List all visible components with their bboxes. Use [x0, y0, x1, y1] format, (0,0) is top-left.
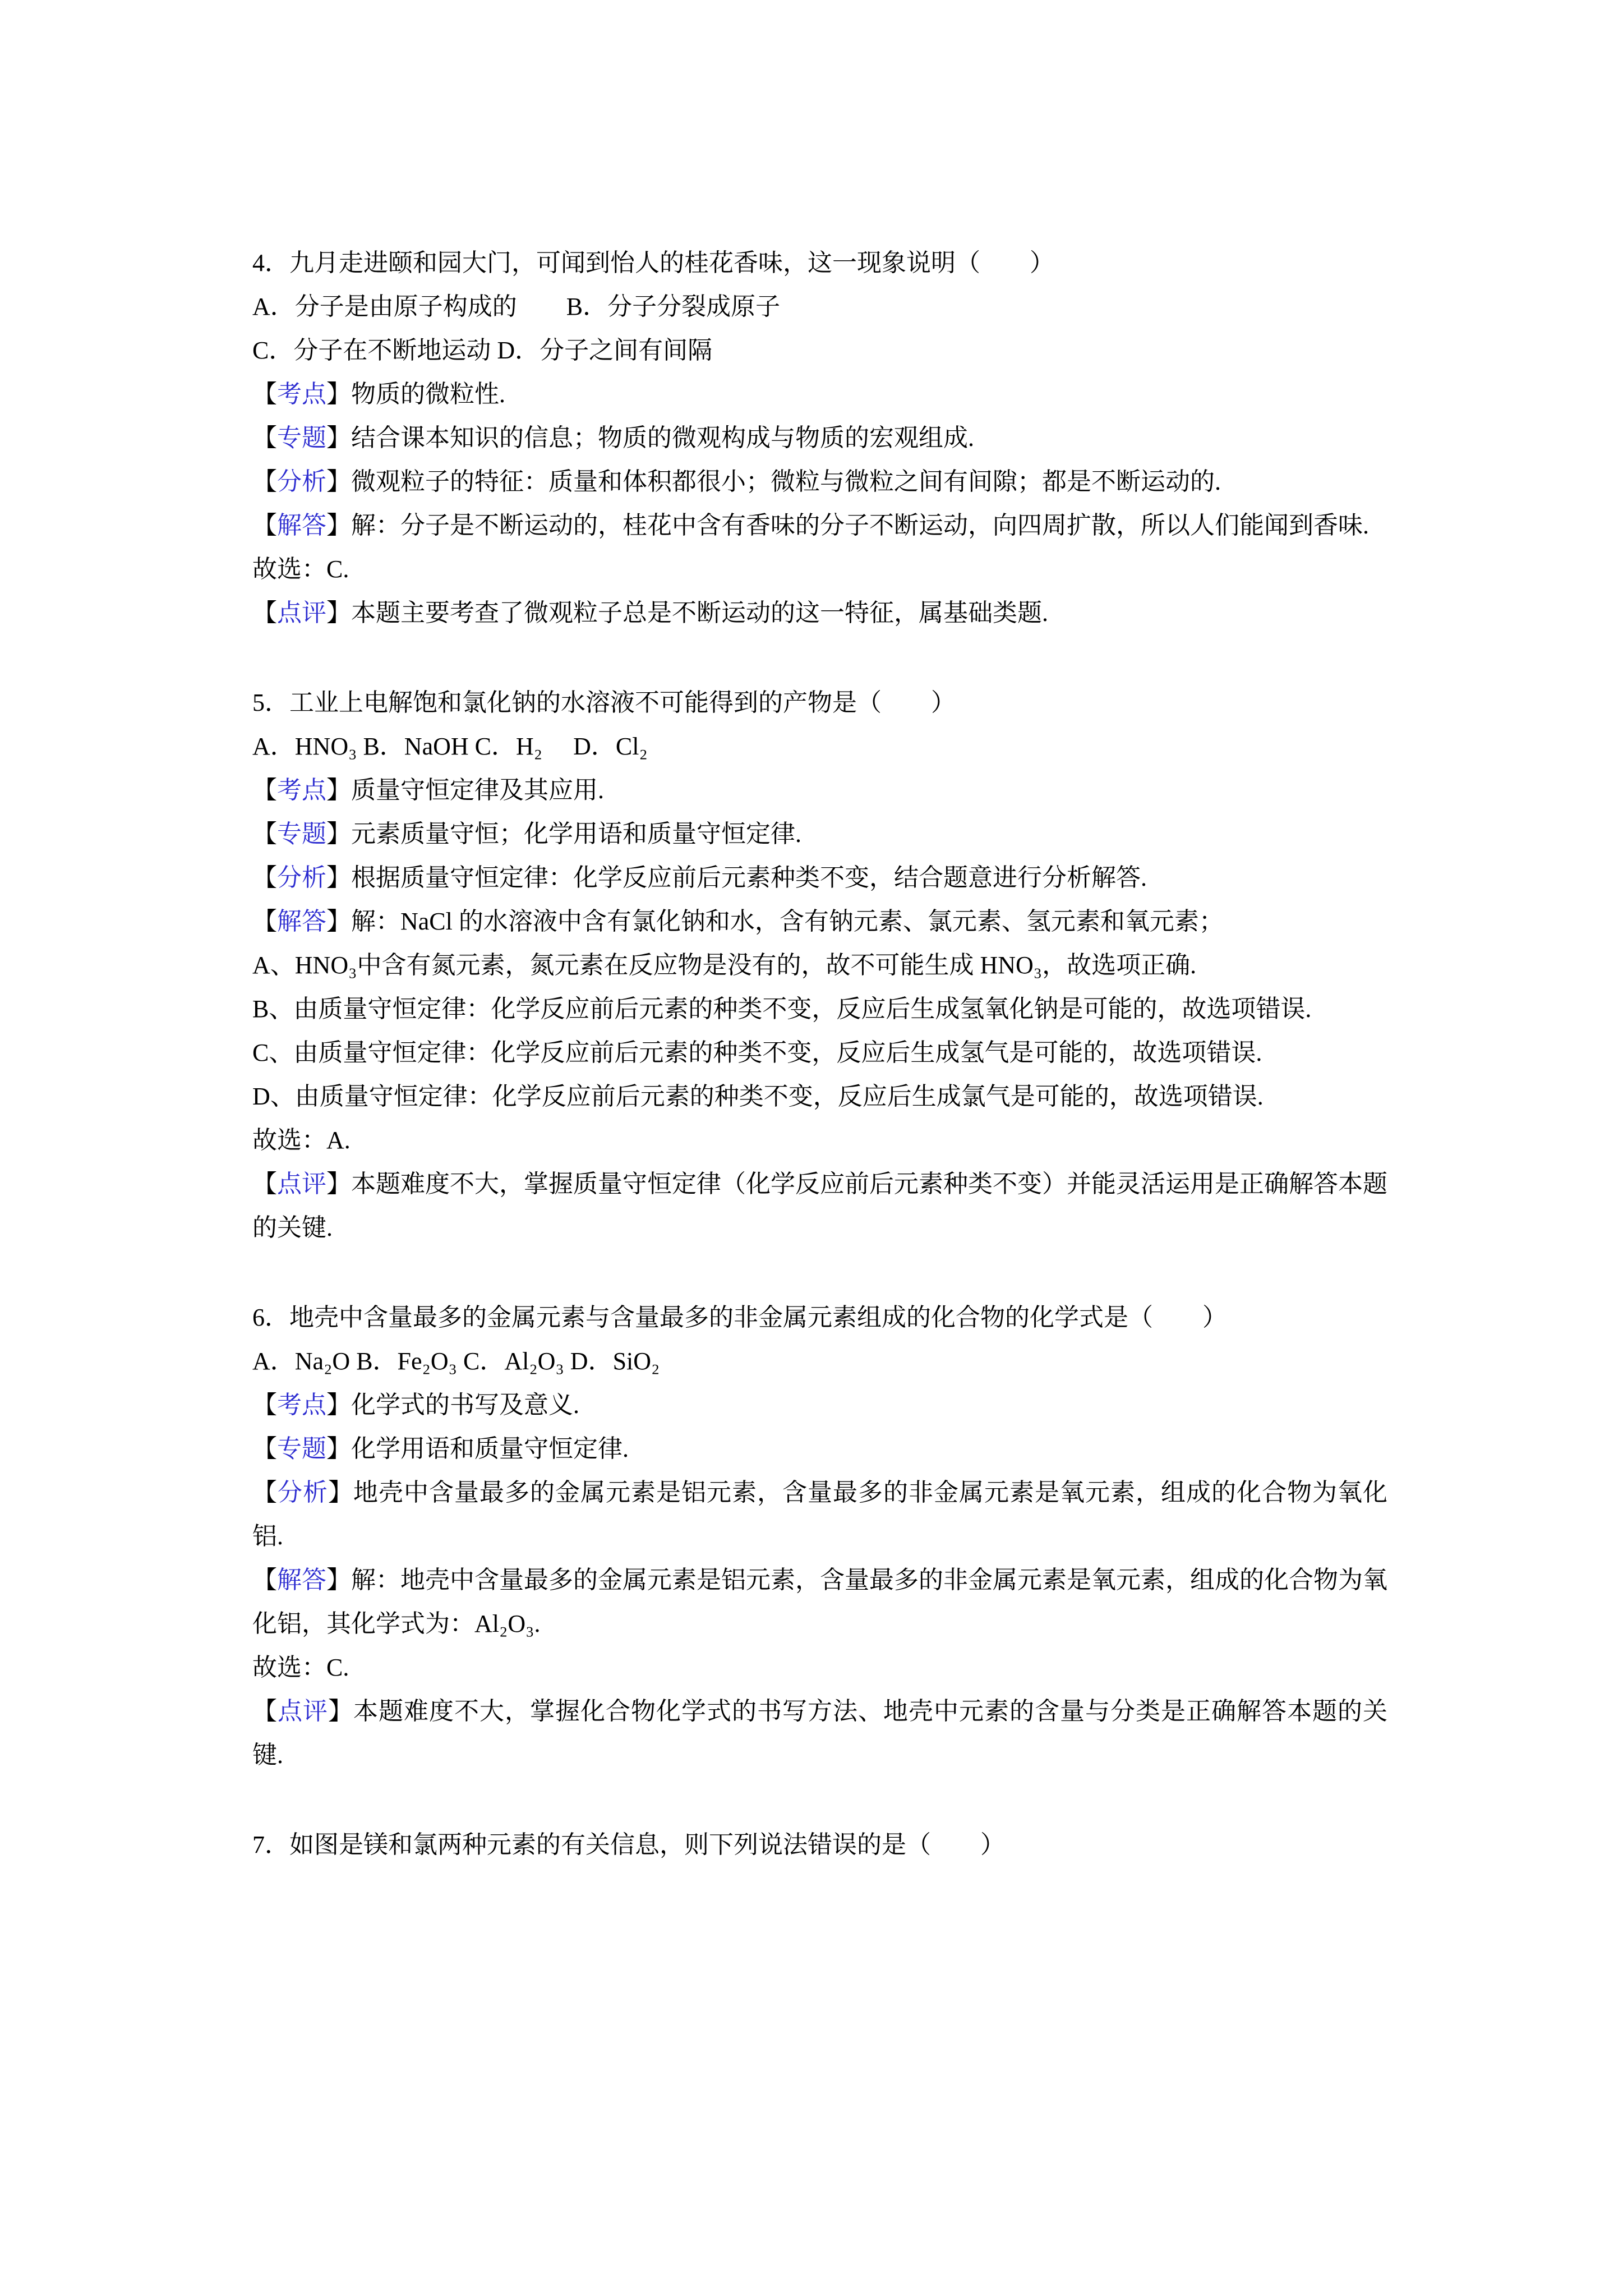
- keyword-label: 分析: [278, 1479, 328, 1506]
- question-6-stem: [252, 1296, 1387, 1340]
- keyword-label: 点评: [277, 1170, 326, 1198]
- text-segment: B、由质量守恒定律：化学反应前后元素的种类不变，反应后生成氢氧化钠是可能的，故选项错误.: [252, 995, 1312, 1023]
- text-segment: 6．地壳中含量最多的金属元素与含量最多的非金属元素组成的化合物的化学式是（ ）: [252, 1304, 1227, 1331]
- question-5-dianping: [252, 1162, 1387, 1250]
- keyword-label: 考点: [277, 1391, 326, 1419]
- text-segment: 】化学用语和质量守恒定律.: [326, 1435, 629, 1462]
- keyword-label: 专题: [277, 820, 326, 848]
- text-segment: A、HNO₃中含有氮元素，氮元素在反应物是没有的，故不可能生成 HNO₃，故选项正确.: [252, 951, 1197, 979]
- keyword-label: 解答: [277, 512, 326, 539]
- text-segment: 】本题难度不大，掌握化合物化学式的书写方法、地壳中元素的含量与分类是正确解答本题的关键.: [252, 1697, 1387, 1769]
- text-segment: 【: [252, 864, 277, 891]
- question-7-stem: [252, 1823, 1387, 1867]
- text-segment: 】化学式的书写及意义.: [326, 1391, 579, 1419]
- text-segment: 5．工业上电解饱和氯化钠的水溶液不可能得到的产物是（ ）: [252, 689, 956, 716]
- text-segment: 【: [252, 1170, 277, 1198]
- text-segment: 】微观粒子的特征：质量和体积都很小；微粒与微粒之间有间隙；都是不断运动的.: [326, 468, 1221, 495]
- question-5-analysis-a: [252, 944, 1387, 987]
- keyword-label: 点评: [278, 1697, 328, 1725]
- text-segment: 】结合课本知识的信息；物质的微观构成与物质的宏观组成.: [326, 424, 974, 452]
- text-segment: 7．如图是镁和氯两种元素的有关信息，则下列说法错误的是（ ）: [252, 1831, 1005, 1858]
- question-5-analysis-c: [252, 1031, 1387, 1075]
- text-segment: 】质量守恒定律及其应用.: [326, 776, 604, 804]
- question-5-zhuanti: [252, 812, 1387, 856]
- text-segment: A．分子是由原子构成的 B．分子分裂成原子: [252, 293, 781, 320]
- question-6-answer: [252, 1646, 1387, 1690]
- question-5-fenxi: [252, 856, 1387, 900]
- question-5-analysis-d: [252, 1075, 1387, 1119]
- question-6-jieda: [252, 1558, 1387, 1646]
- question-4-answer: [252, 547, 1387, 591]
- keyword-label: 考点: [277, 380, 326, 408]
- question-6-kaodian: [252, 1383, 1387, 1427]
- keyword-label: 分析: [277, 468, 326, 495]
- keyword-label: 专题: [277, 424, 326, 452]
- text-segment: 【: [252, 468, 277, 495]
- text-segment: D、由质量守恒定律：化学反应前后元素的种类不变，反应后生成氯气是可能的，故选项错误.: [252, 1083, 1264, 1110]
- question-6-fenxi: [252, 1471, 1387, 1558]
- keyword-label: 考点: [277, 776, 326, 804]
- question-4-options-cd: [252, 329, 1387, 372]
- question-4-kaodian: [252, 372, 1387, 416]
- text-segment: 【: [252, 1391, 277, 1419]
- question-4-fenxi: [252, 460, 1387, 504]
- text-segment: 故选：C.: [252, 1654, 349, 1681]
- question-4-dianping: [252, 591, 1387, 635]
- document-body: [252, 241, 1387, 1867]
- text-segment: 【: [252, 1435, 277, 1462]
- text-segment: 】解：分子是不断运动的，桂花中含有香味的分子不断运动，向四周扩散，所以人们能闻到香味.: [326, 512, 1369, 539]
- question-6-dianping: [252, 1690, 1387, 1777]
- question-6-options: [252, 1340, 1387, 1383]
- text-segment: 故选：C.: [252, 555, 349, 583]
- text-segment: 】地壳中含量最多的金属元素是铝元素，含量最多的非金属元素是氧元素，组成的化合物为氧化铝.: [252, 1479, 1387, 1550]
- keyword-label: 解答: [277, 908, 326, 935]
- text-segment: 【: [252, 599, 277, 627]
- keyword-label: 专题: [277, 1435, 326, 1462]
- text-segment: C、由质量守恒定律：化学反应前后元素的种类不变，反应后生成氢气是可能的，故选项错误.: [252, 1039, 1262, 1066]
- text-segment: 【: [252, 380, 277, 408]
- text-segment: 故选：A.: [252, 1126, 351, 1154]
- question-5-analysis-b: [252, 987, 1387, 1031]
- text-segment: C．分子在不断地运动 D．分子之间有间隔: [252, 337, 713, 364]
- question-5-jieda: [252, 900, 1387, 944]
- text-segment: 4．九月走进颐和园大门，可闻到怡人的桂花香味，这一现象说明（ ）: [252, 249, 1054, 277]
- text-segment: 】元素质量守恒；化学用语和质量守恒定律.: [326, 820, 801, 848]
- text-segment: 【: [252, 512, 277, 539]
- text-segment: 【: [252, 1479, 278, 1506]
- text-segment: A．Na₂O B．Fe₂O₃ C．Al₂O₃ D．SiO₂: [252, 1347, 660, 1375]
- text-segment: 【: [252, 424, 277, 452]
- keyword-label: 分析: [277, 864, 326, 891]
- text-segment: 】根据质量守恒定律：化学反应前后元素种类不变，结合题意进行分析解答.: [326, 864, 1147, 891]
- question-5-stem: [252, 681, 1387, 725]
- text-segment: 【: [252, 820, 277, 848]
- text-segment: 【: [252, 1697, 278, 1725]
- question-4-options-ab: [252, 285, 1387, 329]
- text-segment: 【: [252, 1566, 277, 1594]
- question-5-answer: [252, 1119, 1387, 1162]
- question-4-jieda: [252, 504, 1387, 547]
- text-segment: A．HNO₃ B．NaOH C．H₂ D．Cl₂: [252, 733, 648, 760]
- question-4-stem: [252, 241, 1387, 285]
- question-4-zhuanti: [252, 416, 1387, 460]
- keyword-label: 解答: [277, 1566, 326, 1594]
- question-5-options: [252, 725, 1387, 769]
- text-segment: 】本题主要考查了微观粒子总是不断运动的这一特征，属基础类题.: [326, 599, 1048, 627]
- text-segment: 】本题难度不大，掌握质量守恒定律（化学反应前后元素种类不变）并能灵活运用是正确解答本题的关键.: [252, 1170, 1387, 1241]
- text-segment: 】解：NaCl 的水溶液中含有氯化钠和水，含有钠元素、氯元素、氢元素和氧元素；: [326, 908, 1224, 935]
- text-segment: 【: [252, 776, 277, 804]
- question-6-zhuanti: [252, 1427, 1387, 1471]
- text-segment: 】物质的微粒性.: [326, 380, 505, 408]
- text-segment: 【: [252, 908, 277, 935]
- question-5-kaodian: [252, 769, 1387, 812]
- text-segment: 】解：地壳中含量最多的金属元素是铝元素，含量最多的非金属元素是氧元素，组成的化合物为氧化铝，其化学式为：Al₂O₃.: [252, 1566, 1387, 1637]
- keyword-label: 点评: [277, 599, 326, 627]
